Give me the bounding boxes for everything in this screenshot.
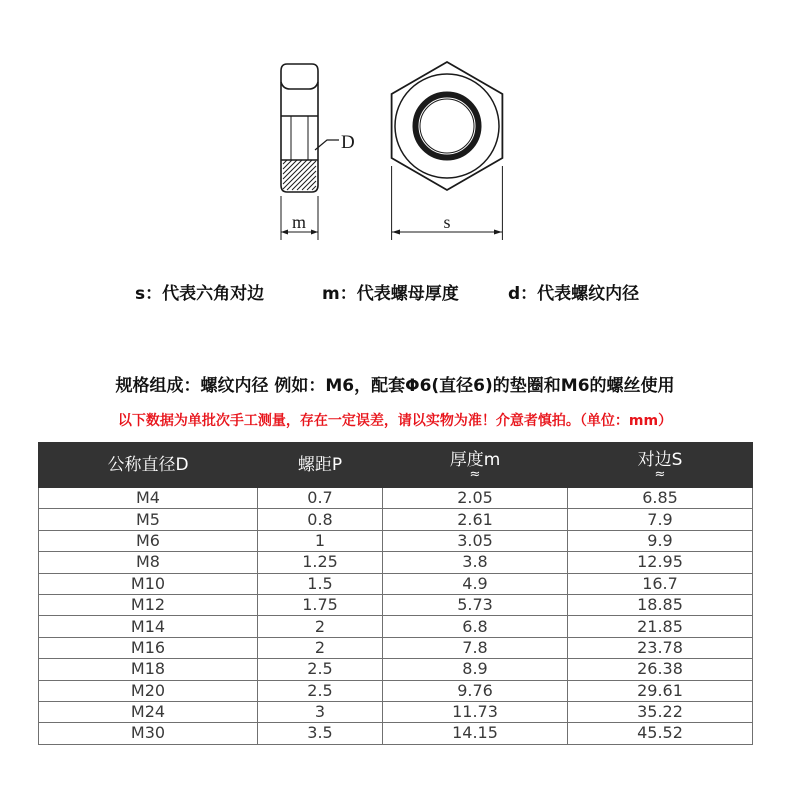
table-row [39,573,753,594]
side-view-chamfer-top [281,82,318,89]
cell-nominal-diameter: M8 [39,552,258,573]
cell-thickness: 5.73 [383,594,568,615]
cell-thickness: 6.8 [383,616,568,637]
cell-pitch: 3.5 [258,723,383,744]
cell-across-flats: 26.38 [568,659,753,680]
cell-thickness: 3.8 [383,552,568,573]
header-pitch [258,443,383,488]
cell-pitch: 0.8 [258,509,383,530]
cell-thickness: 8.9 [383,659,568,680]
chamfer-circle [395,74,499,178]
across-flats-label: s [443,212,451,232]
cell-pitch: 2 [258,637,383,658]
cell-nominal-diameter: M6 [39,530,258,551]
cell-across-flats: 35.22 [568,701,753,722]
cell-pitch: 3 [258,701,383,722]
header-thickness [383,443,568,488]
cell-nominal-diameter: M10 [39,573,258,594]
header-label: 厚度m [449,450,501,470]
table-row [39,680,753,701]
cell-thickness: 3.05 [383,530,568,551]
table-header [39,443,753,488]
spec-composition-note: 规格组成：螺纹内径 例如：M6，配套Φ6(直径6)的垫圈和M6的螺丝使用 [115,376,675,396]
nut-side-view [281,64,318,192]
cell-across-flats: 6.85 [568,488,753,509]
hexagon-outline [392,62,503,190]
cell-across-flats: 9.9 [568,530,753,551]
side-view-hatching [283,160,316,190]
table-body [39,488,753,745]
cell-thickness: 14.15 [383,723,568,744]
cell-across-flats: 18.85 [568,594,753,615]
cell-thickness: 7.8 [383,637,568,658]
cell-pitch: 2.5 [258,659,383,680]
table-row [39,530,753,551]
table-row [39,594,753,615]
cell-across-flats: 7.9 [568,509,753,530]
header-label: 公称直径D [107,455,189,475]
table-row [39,509,753,530]
legend-thickness: m：代表螺母厚度 [322,284,459,304]
legend-thread-diameter: d：代表螺纹内径 [508,284,640,304]
cell-nominal-diameter: M18 [39,659,258,680]
thread-hole-inner [420,99,474,153]
header-row [39,443,753,488]
header-across-flats [568,443,753,488]
cell-thickness: 2.61 [383,509,568,530]
measurement-warning: 以下数据为单批次手工测量，存在一定误差，请以实物为准！介意者慎拍。（单位：mm） [117,413,673,429]
cell-thickness: 4.9 [383,573,568,594]
cell-across-flats: 12.95 [568,552,753,573]
cell-pitch: 1.75 [258,594,383,615]
header-approx-mark: ≈ [654,467,666,482]
cell-pitch: 1.25 [258,552,383,573]
cell-pitch: 1 [258,530,383,551]
cell-pitch: 2 [258,616,383,637]
cell-pitch: 1.5 [258,573,383,594]
header-approx-mark: ≈ [469,467,481,482]
cell-nominal-diameter: M30 [39,723,258,744]
cell-across-flats: 45.52 [568,723,753,744]
table-row [39,659,753,680]
table-row [39,488,753,509]
legend-across-flats: s：代表六角对边 [135,284,265,304]
table-row [39,723,753,744]
cell-nominal-diameter: M14 [39,616,258,637]
header-label: 对边S [637,450,683,470]
cell-nominal-diameter: M20 [39,680,258,701]
cell-nominal-diameter: M24 [39,701,258,722]
header-nominal-diameter [39,443,258,488]
table-row [39,701,753,722]
table-row [39,552,753,573]
spec-table [38,442,753,745]
cell-across-flats: 16.7 [568,573,753,594]
thread-hole-ring [416,95,479,158]
thread-diameter-label: D [341,132,355,153]
cell-across-flats: 29.61 [568,680,753,701]
cell-thickness: 11.73 [383,701,568,722]
header-label: 螺距P [297,455,343,475]
cell-nominal-diameter: M16 [39,637,258,658]
cell-thickness: 9.76 [383,680,568,701]
cell-nominal-diameter: M12 [39,594,258,615]
cell-nominal-diameter: M5 [39,509,258,530]
cell-pitch: 0.7 [258,488,383,509]
cell-nominal-diameter: M4 [39,488,258,509]
table-row [39,616,753,637]
hex-nut-technical-drawing [0,0,790,260]
cell-thickness: 2.05 [383,488,568,509]
thickness-label: m [291,212,307,232]
cell-across-flats: 21.85 [568,616,753,637]
cell-across-flats: 23.78 [568,637,753,658]
cell-pitch: 2.5 [258,680,383,701]
nut-front-view [392,62,503,190]
table-row [39,637,753,658]
